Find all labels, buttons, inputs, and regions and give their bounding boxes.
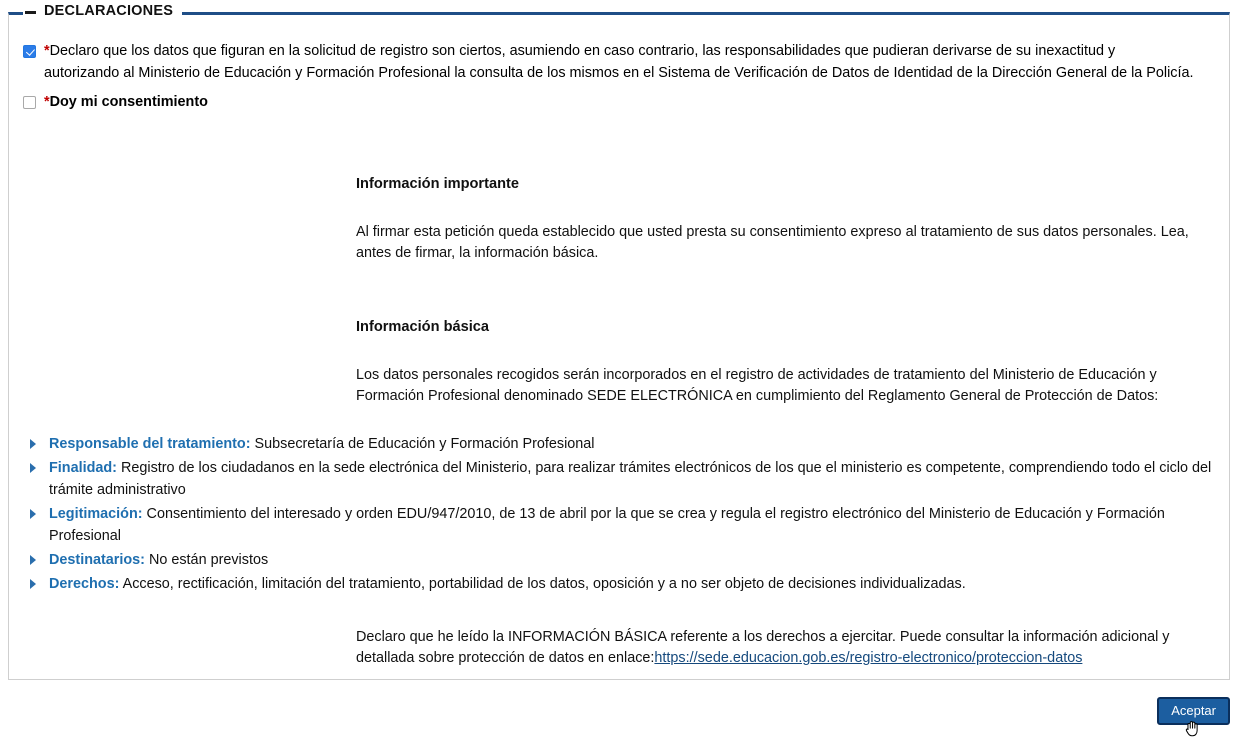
spacer xyxy=(17,265,1215,319)
bullet-label: Legitimación: xyxy=(49,505,143,522)
bullet-label: Responsable del tratamiento: xyxy=(49,435,251,452)
info-importante-block xyxy=(356,176,1215,265)
list-item xyxy=(23,433,1215,455)
spacer xyxy=(17,408,1215,433)
closing-block xyxy=(356,627,1215,670)
declaration-label-veracidad: Declaro que los datos que figuran en la solicitud de registro son ciertos, asumiendo en caso contrario, las responsabilidades que pudieran derivarse de su inexactitud y autorizando al Ministerio de Educación y Formación Profesional la consulta de los mismos en el Sistema de Verificación de Datos de Identidad de la Dirección General de la Policía. xyxy=(44,43,1194,81)
list-item xyxy=(23,503,1215,547)
bullet-value: Subsecretaría de Educación y Formación Profesional xyxy=(254,435,595,452)
closing-paragraph xyxy=(356,627,1215,670)
accept-button[interactable]: Aceptar xyxy=(1157,697,1230,725)
proteccion-datos-link[interactable]: https://sede.educacion.gob.es/registro-electronico/proteccion-datos xyxy=(654,650,1083,666)
bullet-value: No están previstos xyxy=(148,551,269,568)
triangle-right-icon xyxy=(30,555,36,565)
declaration-row-consentimiento[interactable] xyxy=(17,92,1215,114)
bullet-value: Registro de los ciudadanos en la sede electrónica del Ministerio, para realizar trámites electrónicos de los que el ministerio es competente, comprendiendo todo el ciclo del trámite administrativo xyxy=(49,459,1212,498)
checkbox-consentimiento[interactable] xyxy=(23,96,36,109)
panel-legend-label: DECLARACIONES xyxy=(44,3,174,19)
declaration-text-consentimiento xyxy=(44,92,208,114)
spacer xyxy=(17,597,1215,627)
legal-bullet-list xyxy=(23,433,1215,595)
minus-icon[interactable] xyxy=(25,11,36,14)
declarations-content xyxy=(9,41,1229,670)
spacer xyxy=(356,192,1215,222)
list-item xyxy=(23,549,1215,571)
declarations-panel xyxy=(8,3,1230,680)
form-footer xyxy=(0,697,1230,725)
spacer xyxy=(17,122,1215,176)
info-importante-paragraph: Al firmar esta petición queda establecido que usted presta su consentimiento expreso al tratamiento de sus datos personales. Lea, antes de firmar, la información básica. xyxy=(356,223,1189,261)
info-importante-heading: Información importante xyxy=(356,175,519,192)
bullet-value: Acceso, rectificación, limitación del tratamiento, portabilidad de los datos, oposición y a no ser objeto de decisiones individualizadas. xyxy=(122,575,966,592)
triangle-right-icon xyxy=(30,509,36,519)
info-basica-block xyxy=(356,319,1215,408)
checkbox-veracidad[interactable] xyxy=(23,45,36,58)
list-item xyxy=(23,457,1215,501)
bullet-label: Derechos: xyxy=(49,575,120,592)
bullet-label: Finalidad: xyxy=(49,459,117,476)
bullet-value: Consentimiento del interesado y orden EDU/947/2010, de 13 de abril por la que se crea y regula el registro electrónico del Ministerio de Educación y Formación Profesional xyxy=(49,505,1165,544)
triangle-right-icon xyxy=(30,439,36,449)
list-item xyxy=(23,573,1215,595)
declaration-label-consentimiento: Doy mi consentimiento xyxy=(49,94,208,110)
required-asterisk: * xyxy=(44,43,50,59)
info-basica-paragraph: Los datos personales recogidos serán incorporados en el registro de actividades de tratamiento del Ministerio de Educación y Formación Profesional denominado SEDE ELECTRÓNICA en cumplimiento del Reglamento General de Protección de Datos: xyxy=(356,366,1159,404)
spacer xyxy=(356,335,1215,365)
required-asterisk: * xyxy=(44,94,50,110)
bullet-label: Destinatarios: xyxy=(49,551,145,568)
triangle-right-icon xyxy=(30,463,36,473)
declaration-text-veracidad xyxy=(44,41,1194,84)
info-basica-heading: Información básica xyxy=(356,318,490,335)
declaration-row-veracidad[interactable] xyxy=(17,41,1215,84)
panel-legend xyxy=(23,3,182,19)
triangle-right-icon xyxy=(30,579,36,589)
closing-text: Declaro que he leído la INFORMACIÓN BÁSICA referente a los derechos a ejercitar. Puede consultar la información adicional y detallada sobre protección de datos en enlace: xyxy=(356,628,1170,666)
